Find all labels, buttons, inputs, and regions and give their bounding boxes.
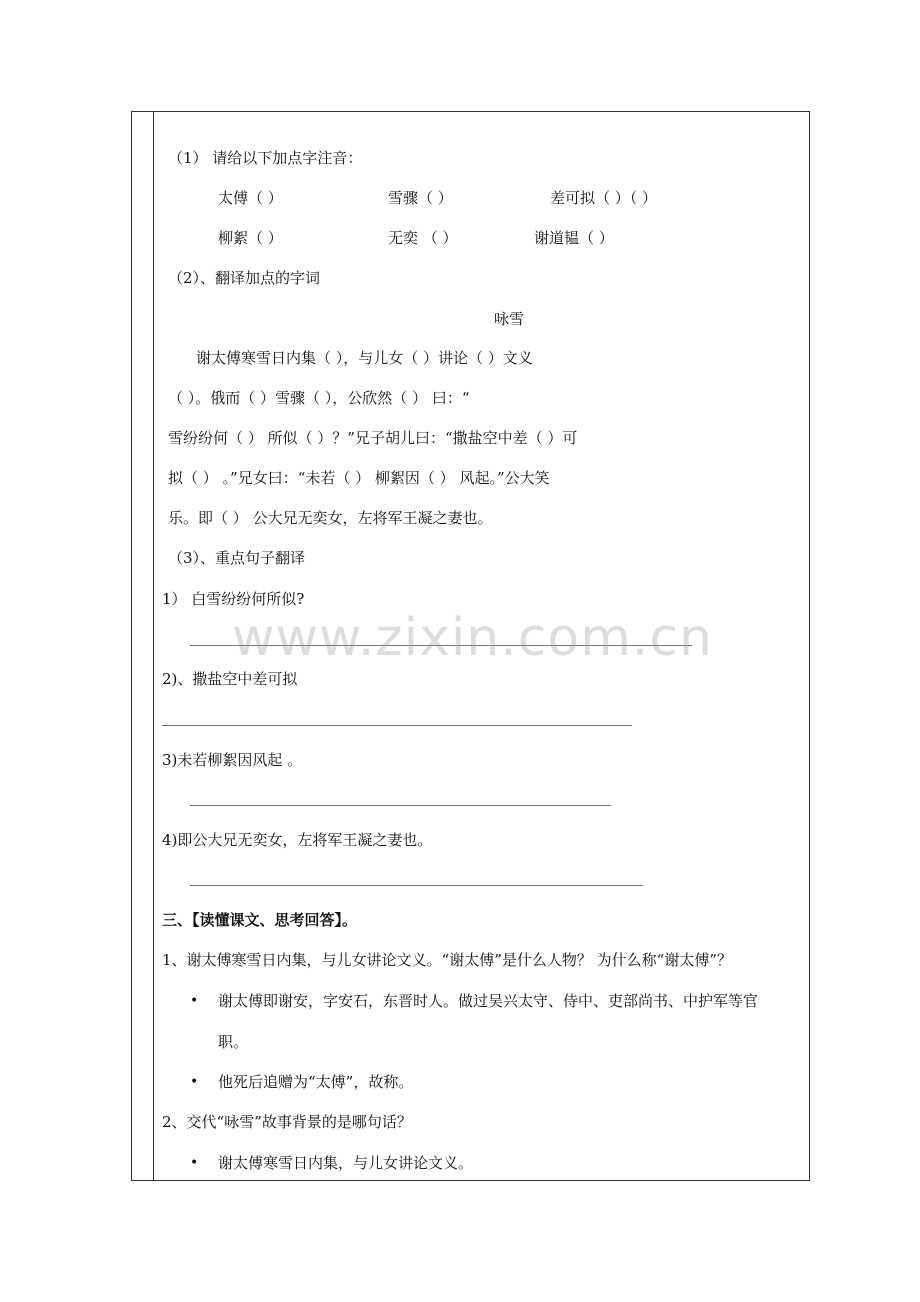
pinyin-item: 雪骤（ ） <box>388 189 453 207</box>
passage-line: 谢太傅寒雪日内集（ ），与儿女（ ）讲论（ ）文义 <box>196 349 533 367</box>
translation-item: 3)未若柳絮因风起 。 <box>162 751 303 769</box>
answer-line[interactable] <box>190 805 611 806</box>
pinyin-item: 无奕 （ ） <box>388 229 458 247</box>
answer-bullet-text: 谢太傅寒雪日内集，与儿女讲论文义。 <box>218 1154 474 1172</box>
passage-line: （ ）。俄而（ ）雪骤（ ），公欣然（ ） 曰：“ <box>168 389 470 407</box>
table-left-column-divider <box>153 111 154 1181</box>
answer-line[interactable] <box>190 885 643 886</box>
pinyin-item: 差可拟（ ）（ ） <box>550 189 658 207</box>
translation-item: 1） 白雪纷纷何所似? <box>162 590 305 608</box>
answer-bullet-text: 职。 <box>218 1033 249 1051</box>
section1-heading: （1） 请给以下加点字注音： <box>168 149 363 167</box>
answer-line[interactable] <box>162 725 632 726</box>
answer-bullet-text: 谢太傅即谢安，字安石，东晋时人。做过吴兴太守、侍中、吏部尚书、中护军等官 <box>218 992 759 1010</box>
question-2: 2、交代“咏雪”故事背景的是哪句话？ <box>162 1113 412 1131</box>
bullet-icon: • <box>190 993 199 1009</box>
translation-item: 4)即公大兄无奕女，左将军王凝之妻也。 <box>162 831 433 849</box>
part3-heading: 三、【读懂课文、思考回答】。 <box>162 911 358 929</box>
passage-line: 拟（ ） 。”兄女曰：“未若（ ） 柳絮因（ ） 风起。”公大笑 <box>168 469 550 487</box>
translation-item: 2)、撒盐空中差可拟 <box>162 670 298 688</box>
watermark: www.zixin.com.cn <box>232 608 713 668</box>
pinyin-item: 太傅（ ） <box>218 189 283 207</box>
answer-bullet-text: 他死后追赠为“太傅”，故称。 <box>218 1073 414 1091</box>
bullet-icon: • <box>190 1074 199 1090</box>
passage-title: 咏雪 <box>494 310 525 328</box>
pinyin-item: 谢道韫（ ） <box>534 229 614 247</box>
pinyin-item: 柳絮（ ） <box>218 229 283 247</box>
section3-heading: （3）、重点句子翻译 <box>168 549 306 567</box>
passage-line: 乐。即（ ） 公大兄无奕女，左将军王凝之妻也。 <box>168 509 493 527</box>
section2-heading: （2）、翻译加点的字词 <box>168 269 321 287</box>
bullet-icon: • <box>190 1155 199 1171</box>
question-1: 1、谢太傅寒雪日内集，与儿女讲论文义。“谢太傅”是什么人物？ 为什么称“谢太傅”？ <box>162 951 732 969</box>
passage-line: 雪纷纷何（ ） 所似（ ）？”兄子胡儿曰：“撒盐空中差（ ）可 <box>168 429 578 447</box>
